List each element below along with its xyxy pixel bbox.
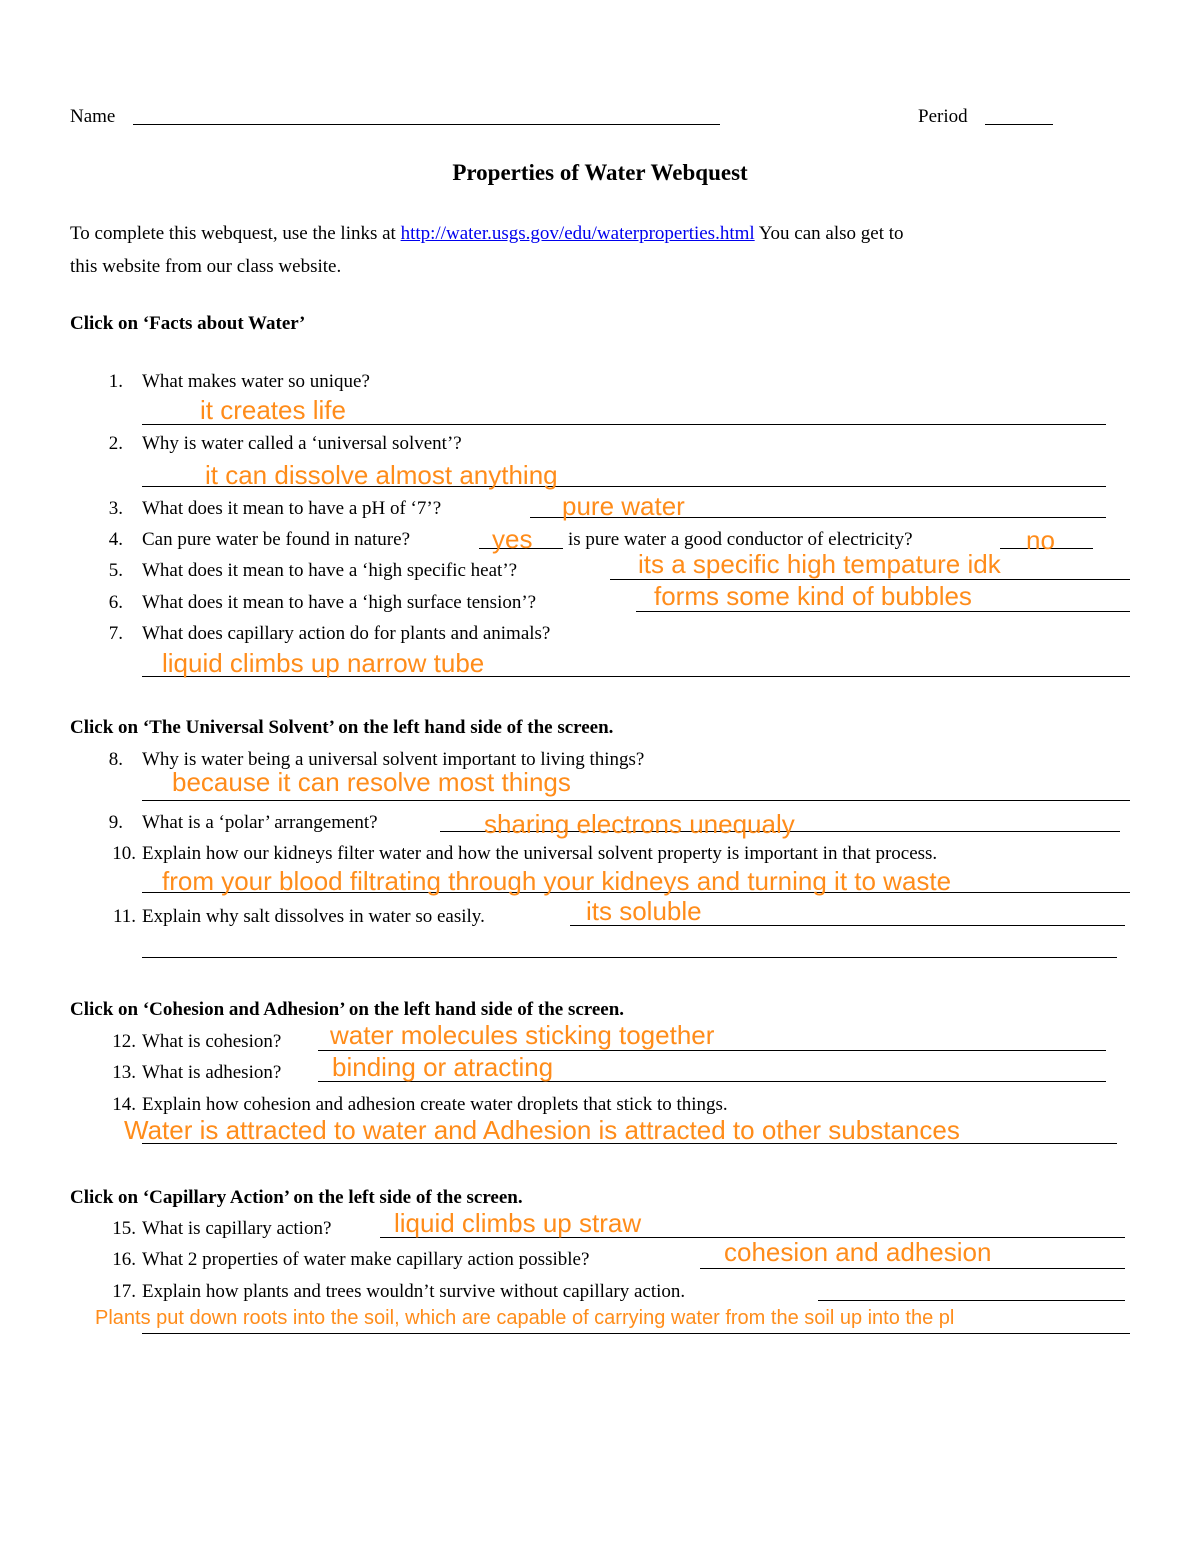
- answer-16: cohesion and adhesion: [724, 1237, 992, 1267]
- intro-line-1: [70, 223, 904, 245]
- answer-17: Plants put down roots into the soil, which are capable of carrying water from the soil up into the pl: [95, 1307, 955, 1329]
- intro-text: To complete this webquest, use the links at: [70, 223, 396, 244]
- question-4-text-2: is pure water a good conductor of electricity?: [568, 529, 913, 550]
- question-number: 4.: [108, 529, 123, 550]
- answer-line[interactable]: [610, 579, 1130, 580]
- answer-line[interactable]: [636, 611, 1130, 612]
- question-11-text: Explain why salt dissolves in water so easily.: [142, 906, 485, 927]
- section-heading-cohesion: Click on ‘Cohesion and Adhesion’ on the left hand side of the screen.: [70, 999, 625, 1020]
- answer-14: Water is attracted to water and Adhesion is attracted to other substances: [124, 1115, 960, 1145]
- question-number: 15.: [112, 1218, 136, 1239]
- answer-line[interactable]: [818, 1300, 1125, 1301]
- name-label: Name: [70, 106, 116, 127]
- question-number: 12.: [112, 1031, 136, 1052]
- question-16-text: What 2 properties of water make capillary action possible?: [142, 1249, 590, 1270]
- answer-4b: no: [1026, 525, 1055, 555]
- answer-9: sharing electrons unequaly: [484, 809, 795, 839]
- question-9-text: What is a ‘polar’ arrangement?: [142, 812, 378, 833]
- answer-8: because it can resolve most things: [172, 767, 571, 797]
- question-10-text: Explain how our kidneys filter water and how the universal solvent property is important in that process.: [142, 843, 938, 864]
- answer-15: liquid climbs up straw: [394, 1208, 642, 1238]
- question-number: 14.: [112, 1094, 136, 1115]
- answer-13: binding or atracting: [332, 1052, 554, 1082]
- intro-text-after: You can also get to: [754, 223, 904, 244]
- answer-7: liquid climbs up narrow tube: [162, 648, 485, 678]
- question-1-text: What makes water so unique?: [142, 371, 370, 392]
- answer-3: pure water: [562, 491, 685, 521]
- question-17-text: Explain how plants and trees wouldn’t survive without capillary action.: [142, 1281, 686, 1302]
- usgs-link[interactable]: http://water.usgs.gov/edu/waterproperties.html: [400, 223, 755, 244]
- answer-2: it can dissolve almost anything: [205, 460, 558, 490]
- question-5-text: What does it mean to have a ‘high specific heat’?: [142, 560, 518, 581]
- question-number: 6.: [108, 592, 123, 613]
- answer-line[interactable]: [700, 1268, 1125, 1269]
- answer-10: from your blood filtrating through your kidneys and turning it to waste: [162, 866, 952, 896]
- question-number: 3.: [108, 498, 123, 519]
- period-label: Period: [918, 106, 968, 127]
- question-number: 1.: [108, 371, 123, 392]
- answer-4: yes: [492, 524, 533, 554]
- question-8-text: Why is water being a universal solvent important to living things?: [142, 749, 645, 770]
- answer-6: forms some kind of bubbles: [654, 581, 972, 611]
- question-7-text: What does capillary action do for plants and animals?: [142, 623, 551, 644]
- section-heading-capillary: Click on ‘Capillary Action’ on the left side of the screen.: [70, 1187, 523, 1208]
- answer-11: its soluble: [586, 896, 702, 926]
- answer-1: it creates life: [200, 395, 346, 425]
- question-number: 2.: [108, 433, 123, 454]
- question-number: 11.: [112, 906, 136, 927]
- answer-line[interactable]: [318, 1050, 1106, 1051]
- section-heading-solvent: Click on ‘The Universal Solvent’ on the left hand side of the screen.: [70, 717, 614, 738]
- answer-5: its a specific high tempature idk: [638, 549, 1001, 579]
- question-2-text: Why is water called a ‘universal solvent’?: [142, 433, 462, 454]
- question-14-text: Explain how cohesion and adhesion create water droplets that stick to things.: [142, 1094, 728, 1115]
- question-number: 7.: [108, 623, 123, 644]
- question-number: 5.: [108, 560, 123, 581]
- question-3-text: What does it mean to have a pH of ‘7’?: [142, 498, 442, 519]
- question-number: 17.: [112, 1281, 136, 1302]
- question-6-text: What does it mean to have a ‘high surface tension’?: [142, 592, 537, 613]
- question-15-text: What is capillary action?: [142, 1218, 332, 1239]
- section-heading-facts: Click on ‘Facts about Water’: [70, 313, 306, 334]
- period-blank[interactable]: [985, 124, 1053, 125]
- answer-12: water molecules sticking together: [330, 1020, 715, 1050]
- page-title: Properties of Water Webquest: [452, 160, 748, 185]
- question-number: 10.: [112, 843, 136, 864]
- question-12-text: What is cohesion?: [142, 1031, 282, 1052]
- answer-line[interactable]: [142, 1333, 1130, 1334]
- question-number: 9.: [108, 812, 123, 833]
- name-blank[interactable]: [133, 124, 720, 125]
- question-number: 13.: [112, 1062, 136, 1083]
- question-4-text: Can pure water be found in nature?: [142, 529, 411, 550]
- answer-line[interactable]: [142, 957, 1117, 958]
- answer-line[interactable]: [142, 800, 1130, 801]
- question-13-text: What is adhesion?: [142, 1062, 282, 1083]
- intro-line-2: this website from our class website.: [70, 256, 342, 277]
- question-number: 8.: [108, 749, 123, 770]
- question-number: 16.: [112, 1249, 136, 1270]
